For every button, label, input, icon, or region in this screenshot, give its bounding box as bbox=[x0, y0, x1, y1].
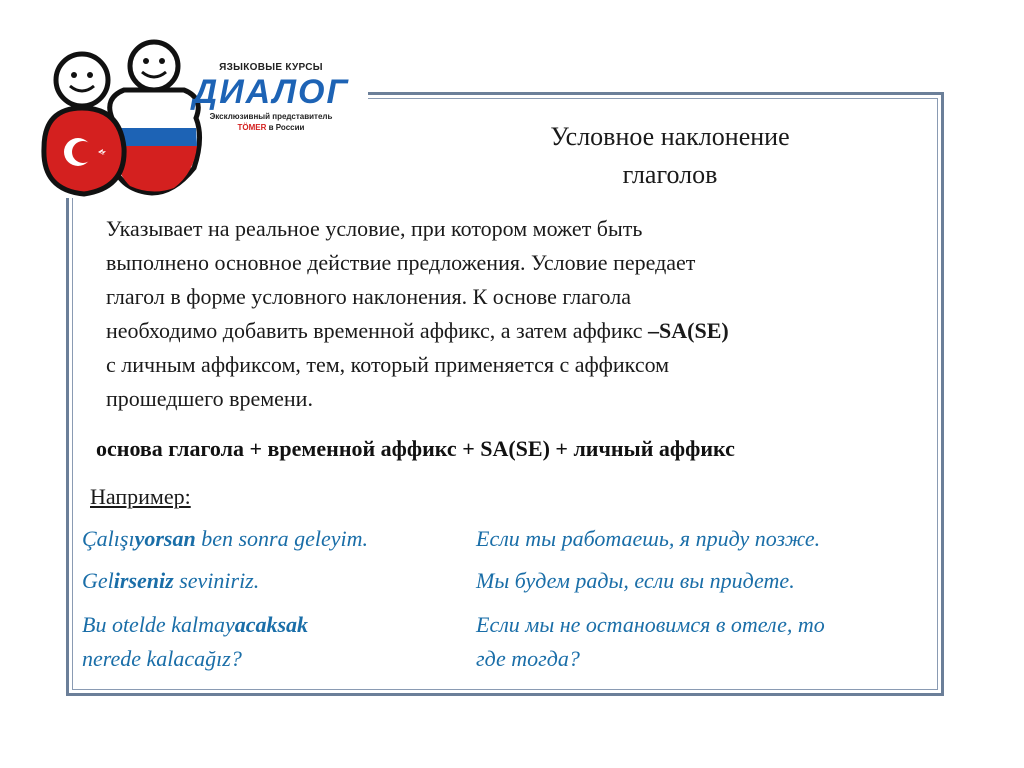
example-tr-suffix: yorsan bbox=[134, 526, 196, 551]
example-tr-line2: nerede kalacağız? bbox=[82, 646, 242, 671]
example-tr bbox=[82, 608, 308, 642]
body-line bbox=[106, 314, 926, 348]
body-line: Указывает на реальное условие, при котором может быть bbox=[106, 216, 643, 241]
logo-text bbox=[186, 62, 356, 133]
example-label: Например: bbox=[90, 484, 191, 509]
example-tr bbox=[82, 522, 368, 556]
example-tr bbox=[82, 564, 259, 598]
slide-title bbox=[480, 118, 860, 194]
logo-desc-line1: Эксклюзивный представитель bbox=[209, 112, 333, 121]
example-tr-c: seviniriz. bbox=[173, 568, 260, 593]
logo-subtitle: ЯЗЫКОВЫЕ КУРСЫ bbox=[219, 62, 323, 73]
logo-tomer: TÖMER bbox=[237, 123, 267, 132]
example-ru-line2: где тогда? bbox=[476, 646, 580, 671]
example-tr-suffix: acaksak bbox=[234, 612, 309, 637]
example-ru: Если мы не остановимся в отеле, то bbox=[476, 612, 825, 637]
title-line2: глаголов bbox=[622, 160, 718, 189]
affix-highlight: –SA(SE) bbox=[648, 318, 729, 343]
body-line: глагол в форме условного наклонения. К основе глагола bbox=[106, 284, 631, 309]
example-tr-a: Bu otelde kalmay bbox=[82, 612, 235, 637]
example-ru: Если ты работаешь, я приду позже. bbox=[476, 526, 821, 551]
body-line: выполнено основное действие предложения. Условие передает bbox=[106, 250, 696, 275]
formula: основа глагола + временной аффикс + SA(SE) + личный аффикс bbox=[96, 436, 735, 461]
body-paragraph bbox=[106, 212, 926, 416]
body-line-text: необходимо добавить временной аффикс, а затем аффикс bbox=[106, 318, 649, 343]
example-tr-a: Çalışı bbox=[82, 526, 135, 551]
example-ru: Мы будем рады, если вы придете. bbox=[476, 568, 795, 593]
example-tr-a: Gel bbox=[82, 568, 114, 593]
title-line1: Условное наклонение bbox=[550, 122, 790, 151]
body-line: прошедшего времени. bbox=[106, 386, 313, 411]
logo-name: ДИАЛОГ bbox=[192, 73, 350, 111]
logo-desc-line2: в России bbox=[268, 123, 305, 132]
example-tr-suffix: irseniz bbox=[113, 568, 174, 593]
body-line: с личным аффиксом, тем, который применяется с аффиксом bbox=[106, 352, 670, 377]
logo-desc bbox=[186, 111, 356, 133]
example-tr-c: ben sonra geleyim. bbox=[195, 526, 368, 551]
